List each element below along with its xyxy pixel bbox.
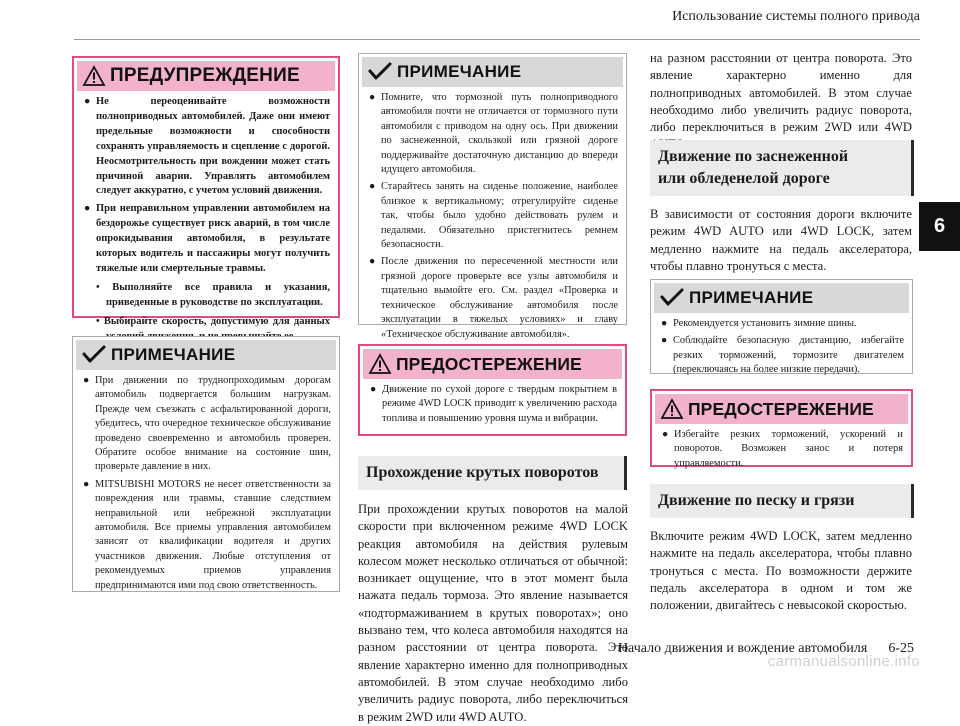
warning-box [72, 56, 340, 327]
bullet-icon: ● [661, 335, 668, 347]
running-header: Использование системы полного привода [672, 9, 920, 24]
bullet-icon: ● [84, 203, 91, 215]
section-heading-sand: Движение по песку и грязи [650, 484, 914, 518]
caution-header [655, 394, 908, 424]
bullet-icon: ● [83, 375, 90, 386]
note-header [76, 340, 336, 370]
warning-triangle-icon [83, 66, 105, 86]
caution-box-middle [358, 344, 627, 436]
note-title: ПРИМЕЧАНИЕ [397, 62, 522, 81]
note-title: ПРИМЕЧАНИЕ [111, 345, 236, 364]
pencil-check-icon [368, 62, 392, 82]
warning-item: ● Не переоценивайте возможности полноприводных автомобилей. Даже они имеют предельные возможности и способности сохранять управляемость и сцепление с дорогой. Неосмотрительность при вождении может стать причиной аварии. Управлять автомобилем следует аккуратно, с учетом условий движения. [84, 96, 330, 197]
note-item: ● MITSUBISHI MOTORS не несет ответственности за повреждения или травмы, ставшие следствием неправильной или небрежной эксплуатации автомобиля. Все приемы управления автомобилем зависят от квалификации водителя и других участников движения. Любые отступления от рекомендуемых приемов управления предпринимаются ими под свою ответственность. [83, 478, 331, 591]
warning-header [77, 61, 335, 91]
warning-subitem: • Выполняйте все правила и указания, приведенные в руководстве по эксплуатации. [96, 281, 330, 308]
note-header [654, 283, 909, 313]
note-item: ● Рекомендуется установить зимние шины. [661, 317, 904, 331]
caution-title: ПРЕДОСТЕРЕЖЕНИЕ [396, 353, 582, 374]
note-item: ● Соблюдайте безопасную дистанцию, избегайте резких торможений, тормозите двигателем (переключаясь на более низкие передачи). [661, 335, 904, 376]
note-title: ПРИМЕЧАНИЕ [689, 288, 814, 307]
body-text-sand: Включите режим 4WD LOCK, затем медленно нажмите на педаль акселератора, чтобы плавно тронуться с места. По возможности держите педаль акселератора в одном и том же положении, двигайтесь с невысокой скоростью. [650, 529, 912, 613]
pencil-check-icon [82, 345, 106, 365]
bullet-icon: ● [369, 181, 376, 193]
watermark: carmanualsonline.info [767, 653, 920, 670]
note-box-left [72, 336, 340, 592]
note-item: ● После движения по пересеченной местности или грязной дороге проверьте все узлы автомобиля и тщательно вымойте его. См. раздел «Проверка и техническое обслуживание автомобиля после эксплуатации в тяжелых условиях» и главу «Техническое обслуживание автомобиля». [369, 256, 618, 340]
chapter-tab: 6 [919, 202, 960, 251]
section-heading-snow: Движение по заснеженной или обледенелой дороге [650, 140, 914, 196]
warning-triangle-icon [369, 354, 391, 374]
caution-item: ● Движение по сухой дороге с твердым покрытием в режиме 4WD LOCK приводит к увеличению расхода топлива и повышению уровня шума и вибрации. [370, 384, 617, 424]
section-heading-turns: Прохождение крутых поворотов [358, 456, 627, 490]
warning-subitem: • Выбирайте скорость, допустимую для данных [96, 315, 330, 327]
bullet-icon: ● [369, 92, 376, 103]
body-text-turns: При прохождении крутых поворотов на малой скорости при включенном режиме 4WD LOCK реакция автомобиля на действия рулевым колесом может несколько отличаться от обычной: возникает ощущение, что в этот момент была нажата педаль тормоза. Это явление называется «подтормаживанием в крутых поворотах»; оно вызвано тем, что колеса автомобиля находятся на разном расстоянии от центра поворота. Это явление характерно именно для полноприводных автомобилей. В этом случае необходимо либо увеличить радиус поворота, либо переключиться в режим 2WD или 4WD AUTO. [358, 502, 628, 724]
bullet-icon: ● [83, 478, 90, 490]
bullet-icon: ● [661, 318, 668, 329]
caution-item: ● Избегайте резких торможений, ускорений и поворотов. Возможен занос и потеря управляемости. [662, 429, 903, 469]
page-number: 6-25 [888, 641, 914, 656]
pencil-check-icon [660, 288, 684, 308]
caution-box-right [650, 389, 913, 467]
continuation-text: на разном расстоянии от центра поворота. Это явление характерно именно для полноприводных автомобилей. В этом случае необходимо либо увеличить радиус поворота, либо переключиться в режим 2WD или 4WD [650, 51, 912, 135]
note-item: ● Старайтесь занять на сиденье положение, наиболее близкое к вертикальному; отрегулируйте сиденье так, чтобы было удобно действовать рулем и педалями. Обязательно пристегнитесь ремнем безопасности. [369, 181, 618, 251]
bullet-icon: ● [662, 429, 669, 440]
header-rule [74, 39, 920, 40]
body-text-snow: В зависимости от состояния дороги включите режим 4WD AUTO или 4WD LOCK, затем медленно нажмите на педаль акселератора, чтобы плавно тронуться с места. [650, 207, 912, 273]
note-box-right [650, 279, 913, 374]
bullet-icon: ● [84, 96, 91, 107]
note-item: ● При движении по труднопроходимым дорогам автомобиль подвергается большим нагрузкам. Прежде чем съезжать с асфальтированной дороги, убедитесь, что очередное техническое обслуживание проведено своевременно и автомобиль проверен. Обратите особое внимание на состояние шин, проверьте давление в них. [83, 375, 331, 473]
note-item: ● Помните, что тормозной путь полноприводного автомобиля почти не отличается от тормозного пути автомобиля с приводом на одну ось. При движении по заснеженной, скользкой или грязной дороге поддерживайте достаточную дистанцию до впереди идущего автомобиля. [369, 92, 618, 176]
note-box-middle [358, 53, 627, 340]
warning-item: ● При неправильном управлении автомобилем на бездорожье существует риск аварий, в том числе опрокидывания автомобиля, в результате которых водитель и пассажиры могут получить тяжелые или смертельные травмы. [84, 203, 330, 274]
body-text-turns-continued [650, 50, 912, 135]
caution-header [363, 349, 622, 379]
running-footer: Начало движения и вождение автомобиля 6-25 [617, 641, 914, 656]
bullet-icon: ● [369, 256, 376, 268]
warning-title: ПРЕДУПРЕЖДЕНИЕ [110, 65, 300, 86]
bullet-icon: ● [370, 384, 377, 395]
caution-title: ПРЕДОСТЕРЕЖЕНИЕ [688, 398, 874, 419]
warning-triangle-icon [661, 399, 683, 419]
note-header [362, 57, 623, 87]
